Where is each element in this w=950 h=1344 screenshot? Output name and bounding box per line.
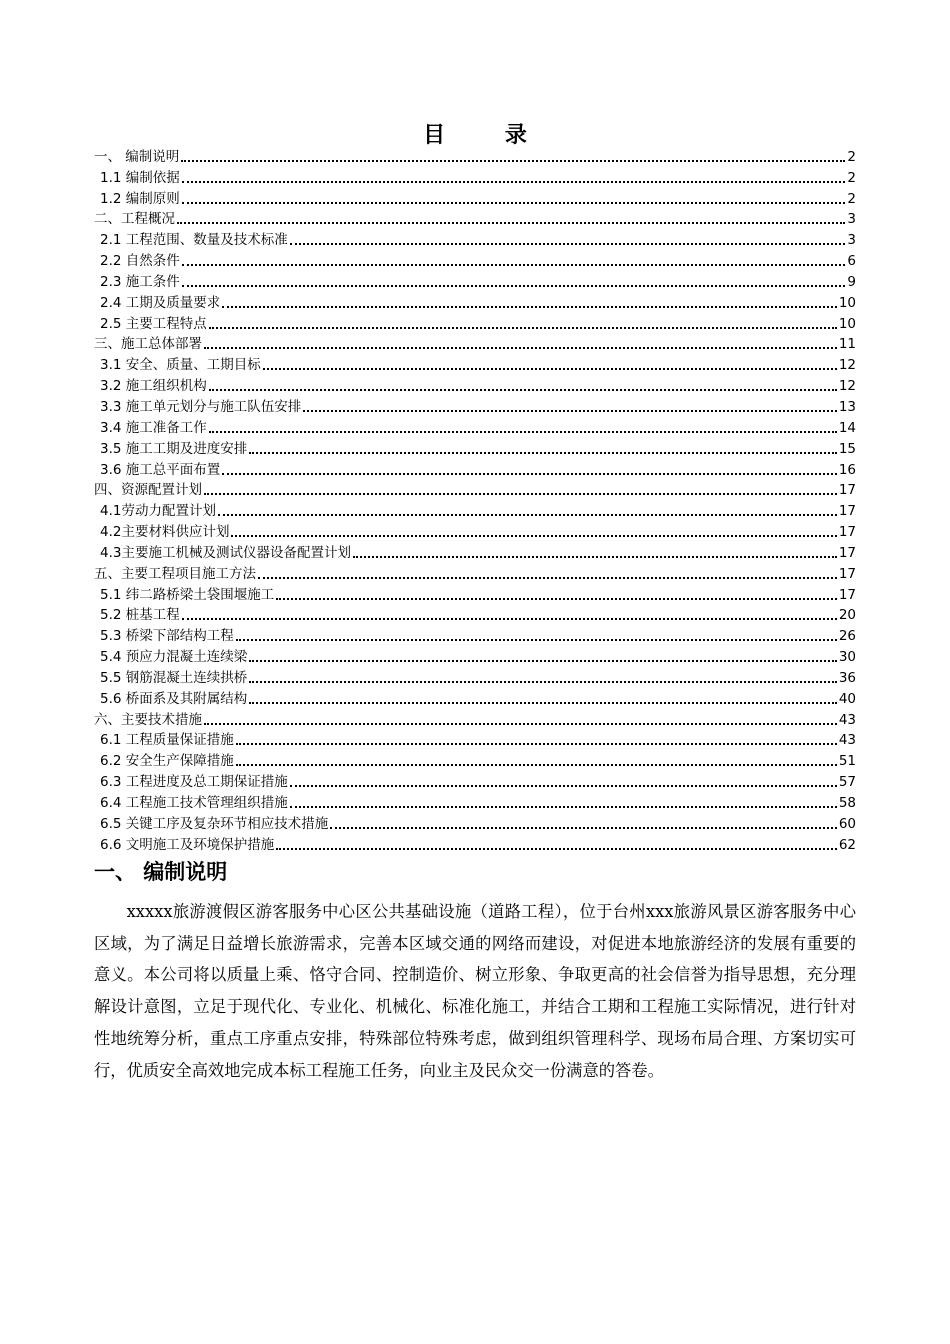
toc-leader-dots <box>204 347 837 349</box>
toc-entry-label: 3.2 施工组织机构 <box>100 378 207 395</box>
toc-entry-page: 17 <box>838 565 856 582</box>
toc-leader-dots <box>353 556 837 558</box>
toc-entry-label: 5.2 桩基工程 <box>100 607 180 624</box>
toc-entry[interactable] <box>94 540 856 561</box>
toc-entry[interactable] <box>94 519 856 540</box>
toc-leader-dots <box>236 743 837 745</box>
toc-leader-dots <box>222 306 837 308</box>
toc-leader-dots <box>209 327 837 329</box>
toc-entry-page: 12 <box>838 357 856 374</box>
toc-entry[interactable] <box>94 707 856 728</box>
toc-leader-dots <box>182 264 846 266</box>
toc-entry-label: 4.2主要材料供应计划 <box>100 524 230 541</box>
toc-leader-dots <box>290 806 837 808</box>
toc-entry-label: 6.1 工程质量保证措施 <box>100 732 234 749</box>
toc-leader-dots <box>290 243 846 245</box>
toc-leader-dots <box>222 473 837 475</box>
toc-title: 目 录 <box>423 123 553 148</box>
toc-entry[interactable] <box>94 415 856 436</box>
toc-leader-dots <box>330 827 837 829</box>
toc-entry-label: 2.3 施工条件 <box>100 273 180 290</box>
toc-entry[interactable] <box>94 227 856 248</box>
toc-leader-dots <box>231 535 836 537</box>
toc-entry[interactable] <box>94 644 856 665</box>
toc-leader-dots <box>258 577 837 579</box>
toc-entry-label: 3.5 施工工期及进度安排 <box>100 440 248 457</box>
toc-entry-label: 6.6 文明施工及环境保护措施 <box>100 836 275 853</box>
toc-entry[interactable] <box>94 436 856 457</box>
toc-entry-label: 4.3主要施工机械及测试仪器设备配置计划 <box>100 544 351 561</box>
toc-leader-dots <box>249 681 837 683</box>
toc-entry-label: 2.4 工期及质量要求 <box>100 294 221 311</box>
toc-leader-dots <box>204 493 837 495</box>
toc-entry[interactable] <box>94 686 856 707</box>
toc-entry-label: 3.6 施工总平面布置 <box>100 461 221 478</box>
toc-entry-page: 57 <box>838 774 856 791</box>
toc-entry[interactable] <box>94 311 856 332</box>
toc-entry-page: 13 <box>838 398 856 415</box>
toc-entry-page: 11 <box>838 336 856 353</box>
toc-entry-page: 43 <box>838 711 856 728</box>
toc-entry[interactable] <box>94 728 856 749</box>
toc-entry[interactable] <box>94 790 856 811</box>
toc-entry-page: 30 <box>838 649 856 666</box>
toc-leader-dots <box>181 160 845 162</box>
toc-entry-label: 6.5 关键工序及复杂环节相应技术措施 <box>100 815 329 832</box>
toc-entry-label: 3.1 安全、质量、工期目标 <box>100 357 261 374</box>
toc-leader-dots <box>290 785 837 787</box>
toc-entry-label: 六、主要技术措施 <box>94 711 202 728</box>
toc-entry-page: 3 <box>847 211 856 228</box>
toc-entry-label: 3.3 施工单元划分与施工队伍安排 <box>100 398 302 415</box>
toc-entry[interactable] <box>94 373 856 394</box>
toc-entry-page: 2 <box>847 190 856 207</box>
toc-entry[interactable] <box>94 478 856 499</box>
toc-leader-dots <box>182 285 846 287</box>
toc-leader-dots <box>263 368 837 370</box>
toc-entry-page: 36 <box>838 669 856 686</box>
toc-leader-dots <box>236 764 837 766</box>
toc-entry-page: 10 <box>838 315 856 332</box>
toc-entry-page: 20 <box>838 607 856 624</box>
toc-entry[interactable] <box>94 144 856 165</box>
table-of-contents <box>94 144 856 853</box>
toc-entry-label: 二、工程概况 <box>94 211 175 228</box>
toc-entry[interactable] <box>94 811 856 832</box>
toc-entry[interactable] <box>94 352 856 373</box>
toc-leader-dots <box>218 514 837 516</box>
toc-entry-page: 17 <box>838 482 856 499</box>
toc-entry-label: 三、施工总体部署 <box>94 336 202 353</box>
toc-entry-page: 17 <box>838 544 856 561</box>
toc-entry-page: 58 <box>838 795 856 811</box>
toc-entry-label: 1.2 编制原则 <box>100 190 180 207</box>
toc-leader-dots <box>182 618 837 620</box>
toc-entry-label: 6.2 安全生产保障措施 <box>100 753 234 770</box>
toc-entry-page: 62 <box>838 836 856 853</box>
toc-entry[interactable] <box>94 269 856 290</box>
toc-entry[interactable] <box>94 582 856 603</box>
toc-entry[interactable] <box>94 207 856 228</box>
toc-entry-page: 17 <box>838 524 856 541</box>
toc-entry-label: 一、 编制说明 <box>94 148 180 165</box>
toc-entry-label: 5.5 钢筋混凝土连续拱桥 <box>100 669 248 686</box>
toc-entry-page: 12 <box>838 378 856 395</box>
toc-entry-page: 60 <box>838 815 856 832</box>
toc-entry[interactable] <box>94 457 856 478</box>
toc-leader-dots <box>249 452 837 454</box>
toc-entry-page: 51 <box>838 753 856 770</box>
toc-entry-label: 五、主要工程项目施工方法 <box>94 565 256 582</box>
toc-entry[interactable] <box>94 290 856 311</box>
toc-entry-page: 2 <box>847 169 856 186</box>
toc-entry-page: 15 <box>838 440 856 457</box>
toc-entry-label: 1.1 编制依据 <box>100 169 180 186</box>
toc-entry-label: 5.6 桥面系及其附属结构 <box>100 690 248 707</box>
toc-entry-label: 4.1劳动力配置计划 <box>100 503 216 520</box>
toc-entry-label: 四、资源配置计划 <box>94 482 202 499</box>
toc-entry-page: 14 <box>838 419 856 436</box>
toc-entry-page: 26 <box>838 628 856 645</box>
toc-entry-page: 6 <box>847 253 856 270</box>
toc-leader-dots <box>236 639 837 641</box>
section-heading: 一、 编制说明 <box>94 860 228 884</box>
toc-entry-label: 3.4 施工准备工作 <box>100 419 207 436</box>
toc-leader-dots <box>303 410 837 412</box>
toc-entry-page: 10 <box>838 294 856 311</box>
toc-entry[interactable] <box>94 498 856 519</box>
toc-entry[interactable] <box>94 603 856 624</box>
body-paragraph: xxxxx旅游渡假区游客服务中心区公共基础设施（道路工程），位于台州xxx旅游风景区游客服务中心区域，为了满足日益增长旅游需求，完善本区域交通的网络而建设，对促进本地旅游经济的发展有重要的意义。本公司将以质量上乘、恪守合同、控制造价、树立形象、争取更高的社会信誉为指导思想，充分理解设计意图，立足于现代化、专业化、机械化、标准化施工，并结合工期和工程施工实际情况，进行针对性地统筹分析，重点工序重点安排，特殊部位特殊考虑，做到组织管理科学、现场布局合理、方案切实可行，优质安全高效地完成本标工程施工任务，向业主及民众交一份满意的答卷。 <box>94 902 856 1080</box>
toc-entry-page: 17 <box>838 503 856 520</box>
toc-entry-label: 5.4 预应力混凝土连续梁 <box>100 649 248 666</box>
toc-entry-label: 6.3 工程进度及总工期保证措施 <box>100 774 288 791</box>
toc-entry[interactable] <box>94 623 856 644</box>
toc-entry-label: 2.5 主要工程特点 <box>100 315 207 332</box>
toc-leader-dots <box>182 181 846 183</box>
toc-entry-label: 5.1 纬二路桥梁土袋围堰施工 <box>100 586 275 603</box>
toc-leader-dots <box>182 202 846 204</box>
toc-leader-dots <box>276 598 837 600</box>
toc-entry-page: 9 <box>847 273 856 290</box>
toc-entry-page: 43 <box>838 732 856 749</box>
toc-leader-dots <box>177 222 845 224</box>
toc-entry[interactable] <box>94 748 856 769</box>
toc-entry-label: 6.4 工程施工技术管理组织措施 <box>100 795 288 811</box>
toc-entry[interactable] <box>94 394 856 415</box>
toc-entry[interactable] <box>94 186 856 207</box>
toc-entry-page: 16 <box>838 461 856 478</box>
toc-entry[interactable] <box>94 832 856 853</box>
toc-entry-page: 17 <box>838 586 856 603</box>
toc-entry-page: 40 <box>838 690 856 707</box>
toc-entry[interactable] <box>94 332 856 353</box>
toc-leader-dots <box>209 431 837 433</box>
toc-entry-label: 2.1 工程范围、数量及技术标准 <box>100 232 288 249</box>
toc-leader-dots <box>209 389 837 391</box>
toc-entry-label: 5.3 桥梁下部结构工程 <box>100 628 234 645</box>
toc-leader-dots <box>249 660 837 662</box>
toc-entry[interactable] <box>94 561 856 582</box>
toc-entry[interactable] <box>94 248 856 269</box>
toc-entry-page: 3 <box>847 232 856 249</box>
toc-entry[interactable] <box>94 665 856 686</box>
toc-leader-dots <box>276 848 837 850</box>
toc-entry[interactable] <box>94 769 856 790</box>
toc-leader-dots <box>204 723 837 725</box>
toc-entry-page: 2 <box>847 148 856 165</box>
toc-entry[interactable] <box>94 165 856 186</box>
toc-entry-label: 2.2 自然条件 <box>100 253 180 270</box>
toc-leader-dots <box>249 702 837 704</box>
